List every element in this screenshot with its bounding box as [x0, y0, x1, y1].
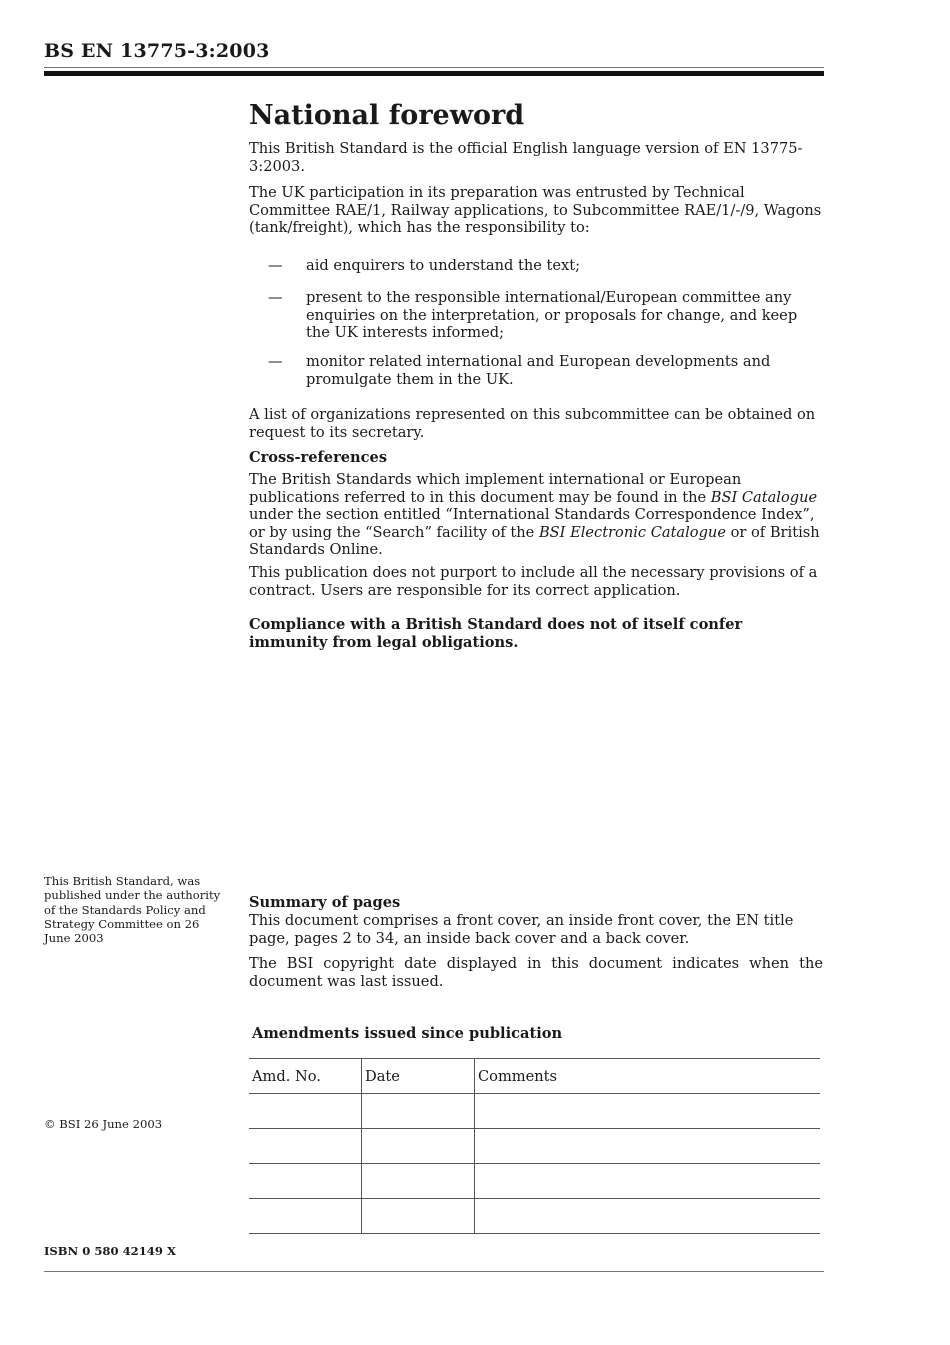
column-header-date: Date — [362, 1059, 475, 1094]
amendments-heading: Amendments issued since publication — [252, 1025, 563, 1042]
summary-heading: Summary of pages — [249, 894, 401, 911]
intro-paragraph-1: This British Standard is the official English language version of EN 13775-3:2003. — [249, 140, 803, 175]
cross-references-paragraph — [249, 471, 823, 559]
table-cell — [362, 1164, 475, 1199]
cross-references-heading: Cross-references — [249, 449, 388, 466]
table-cell — [362, 1094, 475, 1129]
list-item: aid enquirers to understand the text; — [306, 257, 581, 274]
table-cell — [249, 1164, 362, 1199]
table-header-row — [249, 1059, 820, 1094]
provisions-paragraph: This publication does not purport to include all the necessary provisions of a contract. Users are responsible for its correct application. — [249, 564, 818, 599]
isbn-label: ISBN 0 580 42149 X — [44, 1244, 176, 1258]
table-cell — [362, 1199, 475, 1234]
header-thick-rule — [44, 71, 824, 76]
summary-paragraph-2: The BSI copyright date displayed in this document indicates when the document was last issued. — [249, 955, 823, 990]
table-cell — [475, 1129, 821, 1164]
list-dash: — — [268, 257, 283, 274]
list-item: present to the responsible international/European committee any enquiries on the interpretation, or proposals for change, and keep the UK interests informed; — [306, 289, 798, 341]
organizations-paragraph: A list of organizations represented on this subcommittee can be obtained on request to its secretary. — [249, 406, 816, 441]
list-item: monitor related international and European developments and promulgate them in the UK. — [306, 353, 771, 388]
summary-paragraph-1: This document comprises a front cover, an inside front cover, the EN title page, pages 2 to 34, an inside back cover and a back cover. — [249, 912, 794, 947]
table-cell — [249, 1199, 362, 1234]
cross-references-text: The British Standards which implement international or European publications referred to in this document may be found in the — [249, 471, 742, 506]
header-thin-rule — [44, 67, 824, 68]
column-header-amd-no: Amd. No. — [249, 1059, 362, 1094]
amendments-table — [249, 1058, 820, 1234]
table-row — [249, 1129, 820, 1164]
footer-rule — [44, 1271, 824, 1272]
table-cell — [475, 1094, 821, 1129]
bsi-electronic-catalogue-title: BSI Electronic Catalogue — [538, 523, 726, 541]
table-row — [249, 1164, 820, 1199]
table-cell — [249, 1094, 362, 1129]
cross-references-text: or of British Standards Online. — [249, 523, 820, 558]
compliance-statement: Compliance with a British Standard does not of itself confer immunity from legal obligations. — [249, 616, 743, 651]
cross-references-text: under the section entitled “International Standards Correspondence Index”, or by using the “Search” facility of the — [249, 506, 815, 541]
list-dash: — — [268, 289, 283, 306]
bsi-catalogue-title: BSI Catalogue — [710, 488, 818, 506]
copyright-note: © BSI 26 June 2003 — [44, 1117, 163, 1131]
list-dash: — — [268, 353, 283, 370]
table-row — [249, 1094, 820, 1129]
table-row — [249, 1199, 820, 1234]
table-cell — [362, 1129, 475, 1164]
page-title: National foreword — [249, 100, 525, 131]
intro-paragraph-2: The UK participation in its preparation was entrusted by Technical Committee RAE/1, Railway applications, to Subcommittee RAE/1/-/9, Wagons (tank/freight), which has the responsibility to: — [249, 184, 822, 236]
column-header-comments: Comments — [475, 1059, 821, 1094]
table-cell — [475, 1164, 821, 1199]
publication-note: This British Standard, was published under the authority of the Standards Policy and Strategy Committee on 26 June 2003 — [44, 874, 221, 946]
table-cell — [475, 1199, 821, 1234]
table-cell — [249, 1129, 362, 1164]
document-id: BS EN 13775-3:2003 — [44, 40, 270, 62]
